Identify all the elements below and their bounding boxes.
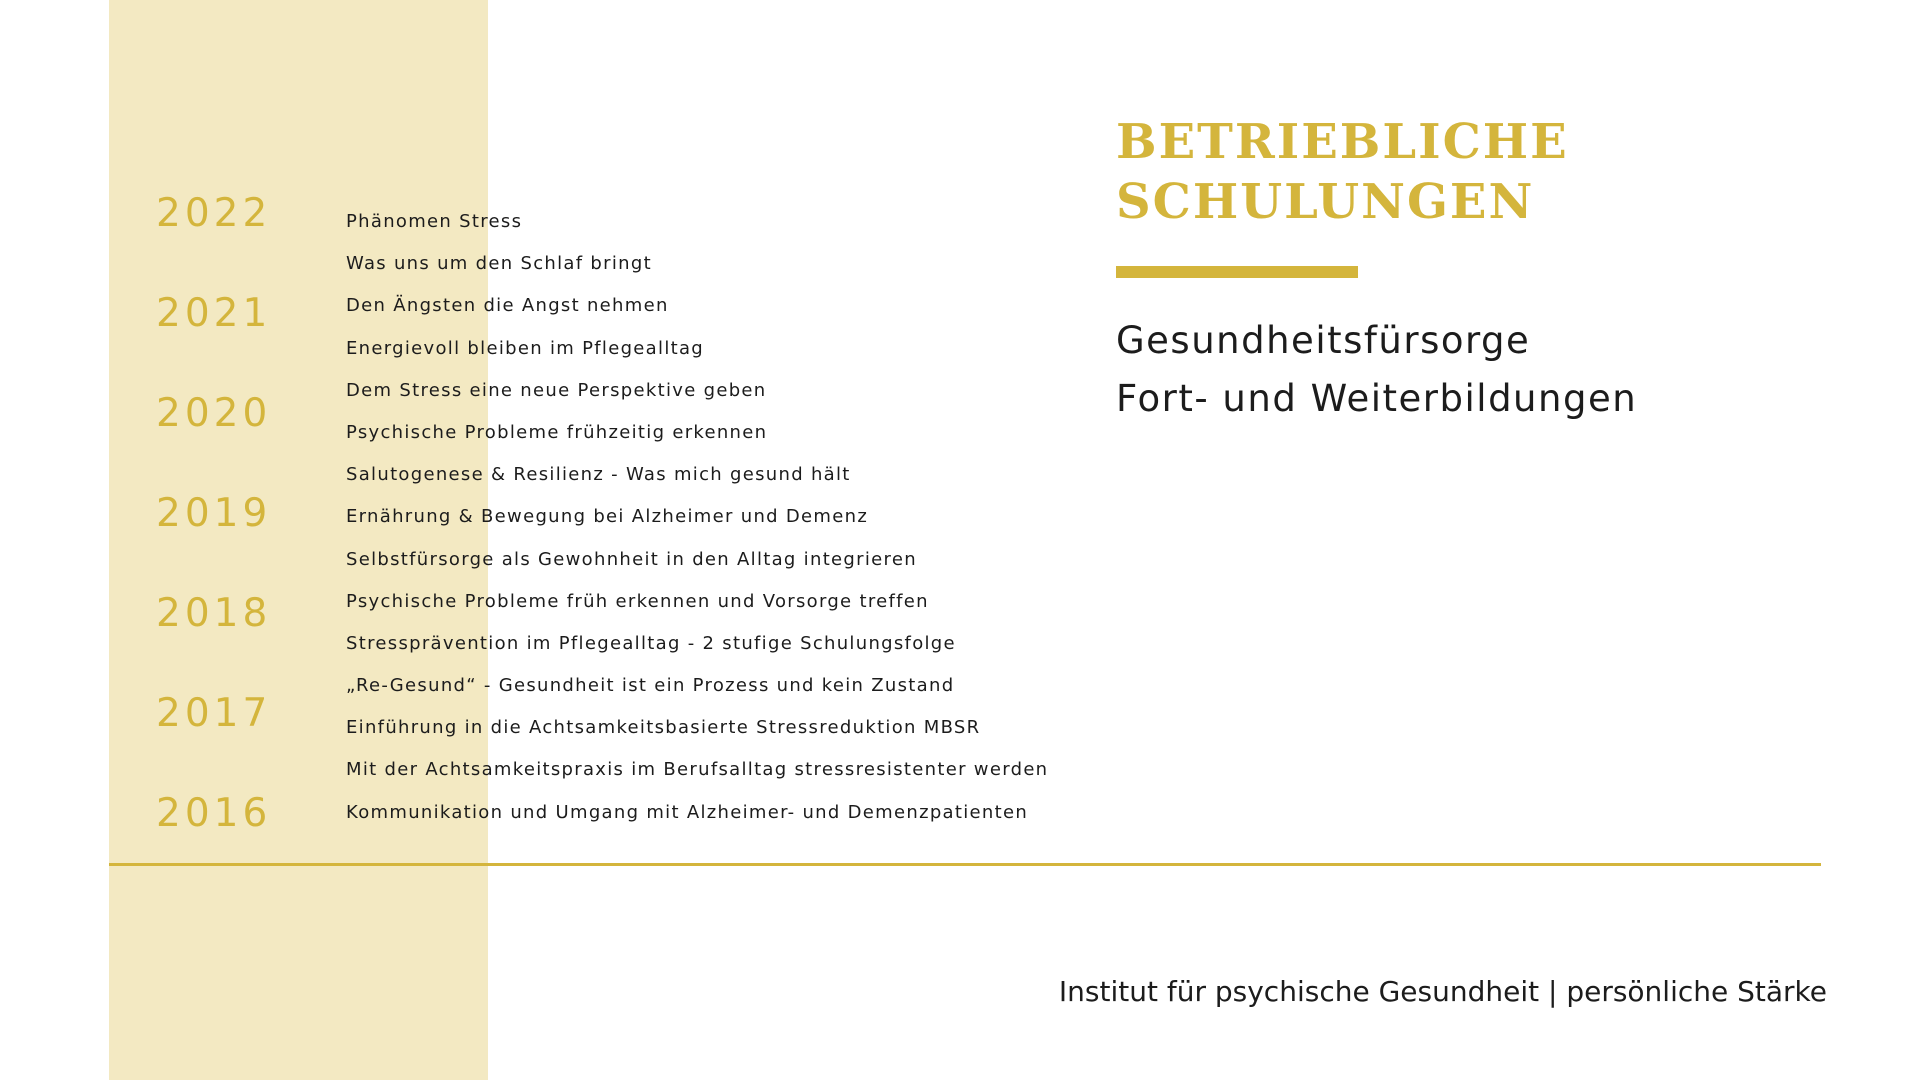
year-label-2019: 2019 <box>156 491 272 536</box>
subtitle-line-2: Fort- und Weiterbildungen <box>1116 377 1638 420</box>
course-item: Einführung in die Achtsamkeitsbasierte Stressreduktion MBSR <box>346 717 981 739</box>
course-item: „Re-Gesund“ - Gesundheit ist ein Prozess und kein Zustand <box>346 675 955 697</box>
course-item: Was uns um den Schlaf bringt <box>346 253 652 275</box>
footer-institute-name: Institut für psychische Gesundheit | persönliche Stärke <box>1058 975 1827 1008</box>
course-item: Phänomen Stress <box>346 211 523 232</box>
title-line-1: BETRIEBLICHE <box>1116 114 1569 170</box>
course-list <box>346 210 1048 843</box>
page-title <box>1116 112 1569 232</box>
course-item: Stressprävention im Pflegealltag - 2 stufige Schulungsfolge <box>346 632 956 654</box>
year-label-2016: 2016 <box>156 791 272 836</box>
subtitle-line-1: Gesundheitsfürsorge <box>1116 319 1531 362</box>
year-label-2021: 2021 <box>156 291 272 336</box>
course-item: Energievoll bleiben im Pflegealltag <box>346 337 705 359</box>
course-item: Kommunikation und Umgang mit Alzheimer- und Demenzpatienten <box>346 801 1029 823</box>
title-underline <box>1116 266 1358 278</box>
course-item: Selbstfürsorge als Gewohnheit in den Alltag integrieren <box>346 548 917 570</box>
course-item: Psychische Probleme früh erkennen und Vorsorge treffen <box>346 590 929 612</box>
year-label-2020: 2020 <box>156 391 272 436</box>
horizontal-divider <box>109 863 1821 866</box>
year-label-2018: 2018 <box>156 591 272 636</box>
year-label-2022: 2022 <box>156 191 272 236</box>
subtitle <box>1116 312 1637 428</box>
course-item: Den Ängsten die Angst nehmen <box>346 295 669 317</box>
title-line-2: SCHULUNGEN <box>1116 174 1535 230</box>
course-item: Psychische Probleme frühzeitig erkennen <box>346 421 768 443</box>
course-item: Mit der Achtsamkeitspraxis im Berufsalltag stressresistenter werden <box>346 759 1049 781</box>
course-item: Ernährung & Bewegung bei Alzheimer und Demenz <box>346 506 869 528</box>
year-label-2017: 2017 <box>156 691 272 736</box>
course-item: Salutogenese & Resilienz - Was mich gesund hält <box>346 464 851 486</box>
course-item: Dem Stress eine neue Perspektive geben <box>346 379 767 401</box>
